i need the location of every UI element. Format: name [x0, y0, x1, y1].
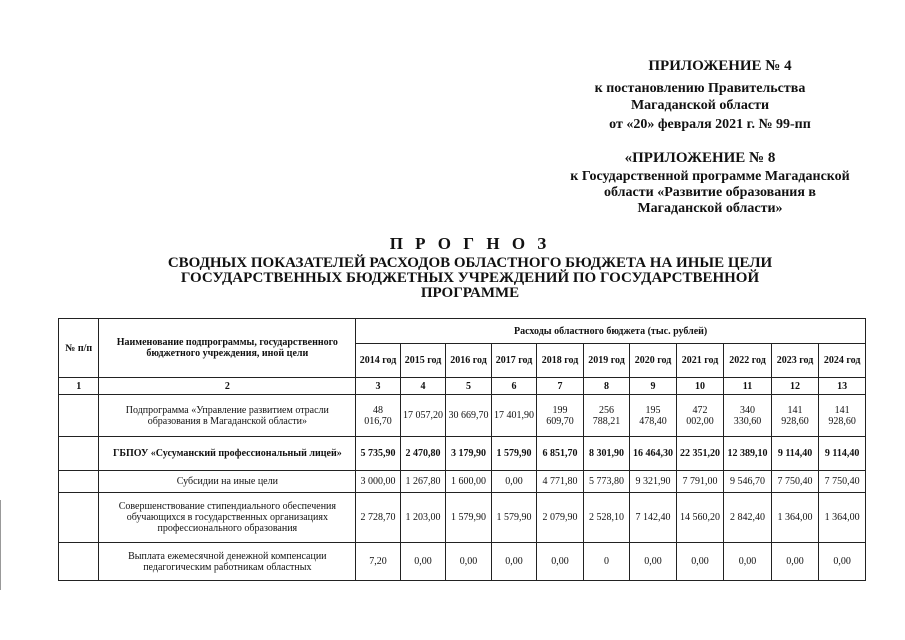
- value-cell: 2 842,40: [724, 493, 772, 543]
- table-row: [59, 493, 866, 543]
- year-header: 2020 год: [630, 344, 677, 378]
- value-cell: 0,00: [491, 471, 537, 493]
- table-row: [59, 543, 866, 581]
- table-body: [59, 395, 866, 581]
- value-cell: 1 203,00: [400, 493, 446, 543]
- value-cell: 9 546,70: [724, 471, 772, 493]
- column-number: 12: [771, 378, 819, 395]
- column-number: 10: [676, 378, 724, 395]
- column-number: 3: [356, 378, 400, 395]
- value-cell: 48 016,70: [356, 395, 400, 437]
- year-header: 2021 год: [676, 344, 724, 378]
- column-number-row: [59, 378, 866, 395]
- budget-table: [58, 318, 866, 581]
- value-cell: 141 928,60: [819, 395, 866, 437]
- value-cell: 9 114,40: [819, 437, 866, 471]
- appendix-number: ПРИЛОЖЕНИЕ № 4: [648, 58, 792, 74]
- page-edge-mark: [0, 500, 5, 590]
- value-cell: 0,00: [491, 543, 537, 581]
- table-row: [59, 395, 866, 437]
- column-number: 4: [400, 378, 446, 395]
- row-name: Субсидии на иные цели: [99, 471, 356, 493]
- column-number: 6: [491, 378, 537, 395]
- column-number: 1: [59, 378, 99, 395]
- value-cell: 195 478,40: [630, 395, 677, 437]
- value-cell: 7,20: [356, 543, 400, 581]
- row-number: [59, 471, 99, 493]
- value-cell: 12 389,10: [724, 437, 772, 471]
- value-cell: 1 267,80: [400, 471, 446, 493]
- year-header: 2014 год: [356, 344, 400, 378]
- resolution-reference: к постановлению Правительства Магаданской области: [594, 81, 806, 113]
- year-header: 2016 год: [446, 344, 492, 378]
- value-cell: 2 528,10: [583, 493, 630, 543]
- value-cell: 0,00: [446, 543, 492, 581]
- table-row: [59, 437, 866, 471]
- value-cell: 0,00: [400, 543, 446, 581]
- value-cell: 0,00: [819, 543, 866, 581]
- column-number: 8: [583, 378, 630, 395]
- inner-appendix-number: «ПРИЛОЖЕНИЕ № 8: [624, 150, 776, 166]
- value-cell: 30 669,70: [446, 395, 492, 437]
- row-number: [59, 395, 99, 437]
- year-header: 2024 год: [819, 344, 866, 378]
- value-cell: 2 079,90: [537, 493, 584, 543]
- value-cell: 141 928,60: [771, 395, 819, 437]
- value-cell: 5 773,80: [583, 471, 630, 493]
- column-number: 11: [724, 378, 772, 395]
- row-number: [59, 493, 99, 543]
- value-cell: 9 321,90: [630, 471, 677, 493]
- value-cell: 472 002,00: [676, 395, 724, 437]
- value-cell: 14 560,20: [676, 493, 724, 543]
- row-name: Совершенствование стипендиального обеспечения обучающихся в государственных организациях профессионального образования: [99, 493, 356, 543]
- column-number: 13: [819, 378, 866, 395]
- value-cell: 7 791,00: [676, 471, 724, 493]
- value-cell: 0,00: [771, 543, 819, 581]
- value-cell: 7 142,40: [630, 493, 677, 543]
- value-cell: 3 179,90: [446, 437, 492, 471]
- year-header: 2018 год: [537, 344, 584, 378]
- value-cell: 340 330,60: [724, 395, 772, 437]
- resolution-date: от «20» февраля 2021 г. № 99-пп: [609, 117, 811, 132]
- value-cell: 17 057,20: [400, 395, 446, 437]
- value-cell: 199 609,70: [537, 395, 584, 437]
- row-number: [59, 437, 99, 471]
- document-subtitle: СВОДНЫХ ПОКАЗАТЕЛЕЙ РАСХОДОВ ОБЛАСТНОГО БЮДЖЕТА НА ИНЫЕ ЦЕЛИ ГОСУДАРСТВЕННЫХ БЮДЖЕТНЫХ УЧРЕЖДЕНИЙ ПО ГОСУДАРСТВЕННОЙ ПРОГРАММЕ: [167, 255, 773, 301]
- year-header: 2022 год: [724, 344, 772, 378]
- value-cell: 1 579,90: [491, 493, 537, 543]
- value-cell: 6 851,70: [537, 437, 584, 471]
- value-cell: 0,00: [724, 543, 772, 581]
- table-row: [59, 471, 866, 493]
- value-cell: 4 771,80: [537, 471, 584, 493]
- value-cell: 5 735,90: [356, 437, 400, 471]
- value-cell: 8 301,90: [583, 437, 630, 471]
- value-cell: 9 114,40: [771, 437, 819, 471]
- value-cell: 0,00: [630, 543, 677, 581]
- value-cell: 17 401,90: [491, 395, 537, 437]
- year-header: 2015 год: [400, 344, 446, 378]
- value-cell: 0,00: [537, 543, 584, 581]
- program-reference: к Государственной программе Магаданской области «Развитие образования в Магаданской области»: [570, 169, 850, 216]
- document-title: П Р О Г Н О З: [389, 234, 551, 253]
- row-name: ГБПОУ «Сусуманский профессиональный лицей»: [99, 437, 356, 471]
- col-header-name: Наименование подпрограммы, государственного бюджетного учреждения, иной цели: [99, 319, 356, 378]
- value-cell: 256 788,21: [583, 395, 630, 437]
- value-cell: 0,00: [676, 543, 724, 581]
- row-name: Выплата ежемесячной денежной компенсации педагогическим работникам областных: [99, 543, 356, 581]
- column-number: 5: [446, 378, 492, 395]
- value-cell: 2 728,70: [356, 493, 400, 543]
- row-number: [59, 543, 99, 581]
- value-cell: 1 364,00: [771, 493, 819, 543]
- value-cell: 2 470,80: [400, 437, 446, 471]
- year-header: 2019 год: [583, 344, 630, 378]
- col-header-expenses: Расходы областного бюджета (тыс. рублей): [356, 319, 866, 344]
- value-cell: 22 351,20: [676, 437, 724, 471]
- value-cell: 1 600,00: [446, 471, 492, 493]
- value-cell: 0: [583, 543, 630, 581]
- row-name: Подпрограмма «Управление развитием отрасли образования в Магаданской области»: [99, 395, 356, 437]
- value-cell: 7 750,40: [819, 471, 866, 493]
- column-number: 2: [99, 378, 356, 395]
- value-cell: 7 750,40: [771, 471, 819, 493]
- value-cell: 1 579,90: [491, 437, 537, 471]
- value-cell: 3 000,00: [356, 471, 400, 493]
- column-number: 7: [537, 378, 584, 395]
- year-header: 2023 год: [771, 344, 819, 378]
- value-cell: 1 364,00: [819, 493, 866, 543]
- year-header: 2017 год: [491, 344, 537, 378]
- column-number: 9: [630, 378, 677, 395]
- value-cell: 1 579,90: [446, 493, 492, 543]
- col-header-number: № п/п: [59, 319, 99, 378]
- value-cell: 16 464,30: [630, 437, 677, 471]
